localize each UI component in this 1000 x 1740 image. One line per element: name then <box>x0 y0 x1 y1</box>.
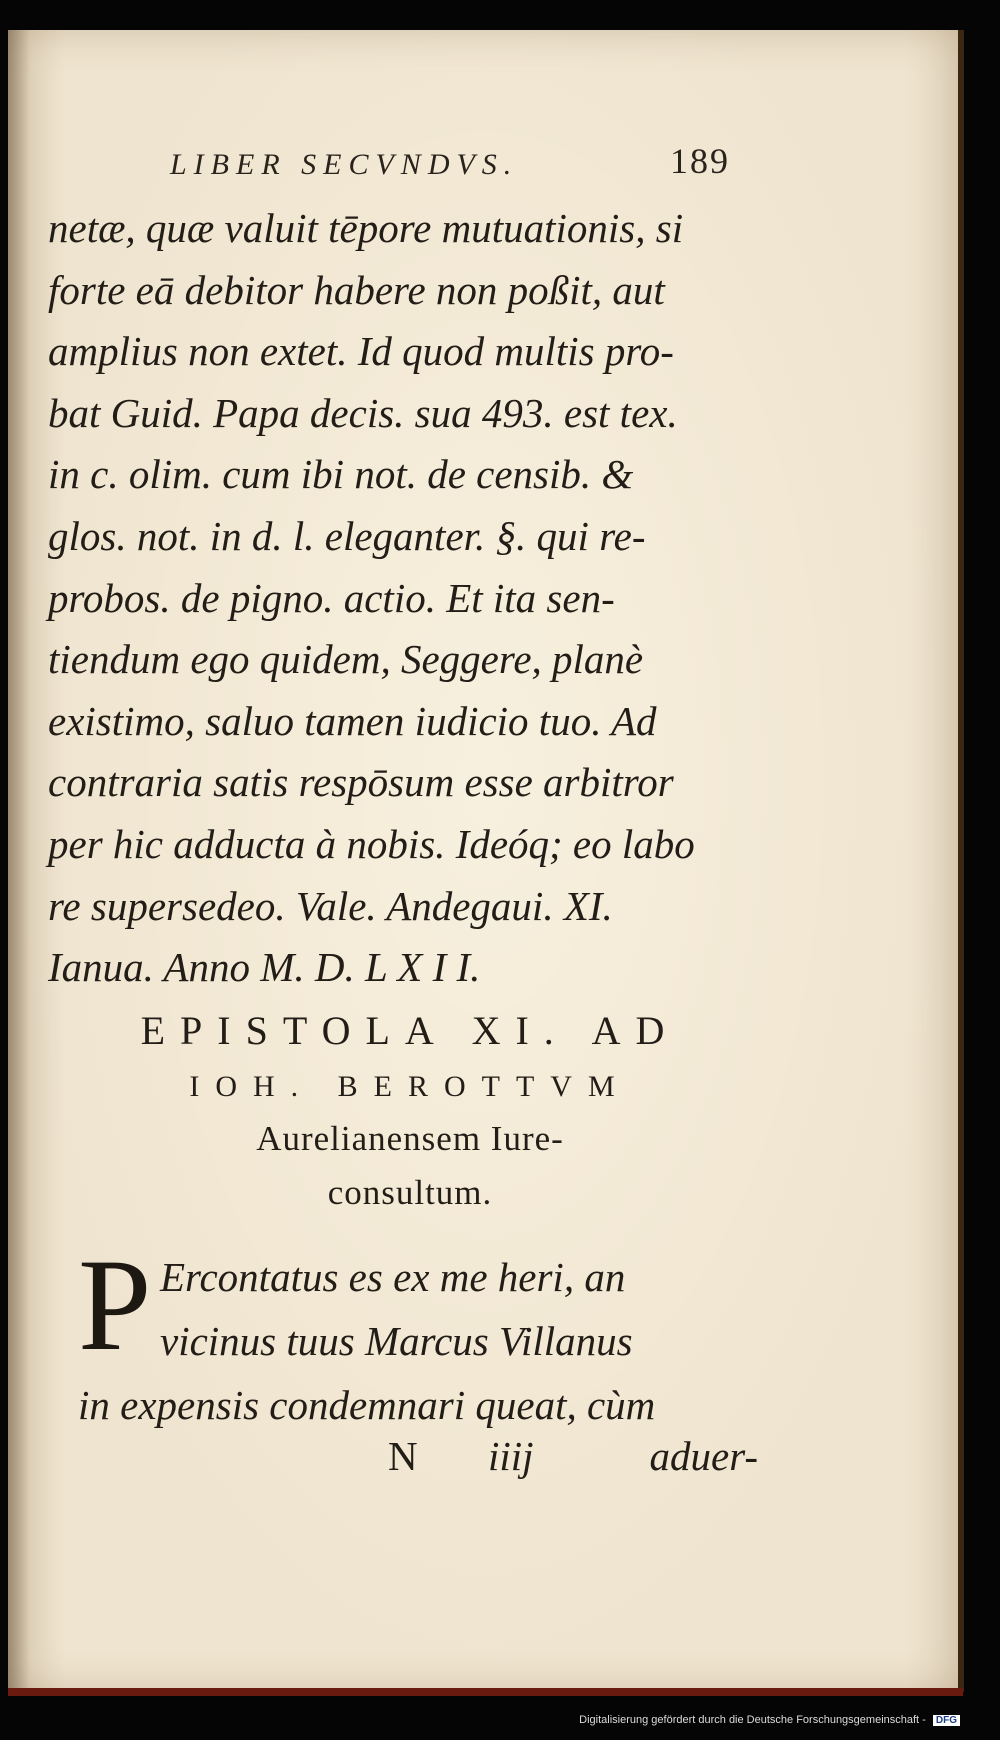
text-line: in expensis condemnari queat, cùm <box>78 1382 656 1428</box>
text-line: Ercontatus es ex me heri, an <box>160 1254 626 1300</box>
catchline <box>388 1432 758 1496</box>
continued-letter-text <box>48 198 748 999</box>
page-number: 189 <box>670 141 730 181</box>
epistle-heading <box>100 1000 720 1220</box>
epistle-recipient: IOH. BEROTTVM <box>189 1070 631 1103</box>
epistle-recipient-title-cont: consultum. <box>327 1173 493 1212</box>
text-line: probos. de pigno. actio. Et ita sen- <box>48 574 615 621</box>
epistle-title: EPISTOLA XI. AD <box>140 1008 680 1053</box>
drop-cap: P <box>78 1231 152 1378</box>
page-gutter-shadow <box>8 30 30 1692</box>
new-letter <box>78 1231 758 1437</box>
text-line: contraria satis respōsum esse arbitror <box>48 759 674 806</box>
running-head: LIBER SECVNDVS. <box>170 148 519 181</box>
digitization-credit <box>579 1714 960 1734</box>
catchword: aduer- <box>649 1433 758 1479</box>
text-line: glos. not. in d. l. eleganter. §. qui re- <box>48 512 646 559</box>
page-bottom-edge <box>8 1688 963 1696</box>
text-line: per hic adducta à nobis. Ideóq; eo labo <box>48 820 695 867</box>
text-line: Ianua. Anno M. D. L X I I. <box>48 944 481 991</box>
text-line: amplius non extet. Id quod multis pro- <box>48 328 674 375</box>
letter-text <box>78 1231 758 1437</box>
text-line: vicinus tuus Marcus Villanus <box>160 1318 633 1364</box>
text-line: tiendum ego quidem, Seggere, planè <box>48 636 644 683</box>
text-line: forte eā debitor habere non poßit, aut <box>48 266 665 313</box>
page-header <box>170 140 730 190</box>
dfg-logo: DFG <box>933 1715 960 1726</box>
credit-text: Digitalisierung gefördert durch die Deutsche Forschungsgemeinschaft - <box>579 1714 926 1726</box>
page-right-edge <box>958 30 964 1692</box>
text-line: in c. olim. cum ibi not. de censib. & <box>48 451 634 498</box>
text-line: bat Guid. Papa decis. sua 493. est tex. <box>48 389 678 436</box>
epistle-recipient-title: Aurelianensem Iure- <box>256 1119 564 1158</box>
text-line: re supersedeo. Vale. Andegaui. XI. <box>48 882 613 929</box>
text-line: existimo, saluo tamen iudicio tuo. Ad <box>48 697 657 744</box>
folio-mark: iiij <box>488 1433 534 1479</box>
text-line: netæ, quæ valuit tēpore mutuationis, si <box>48 205 684 251</box>
signature-mark: N <box>388 1433 418 1479</box>
